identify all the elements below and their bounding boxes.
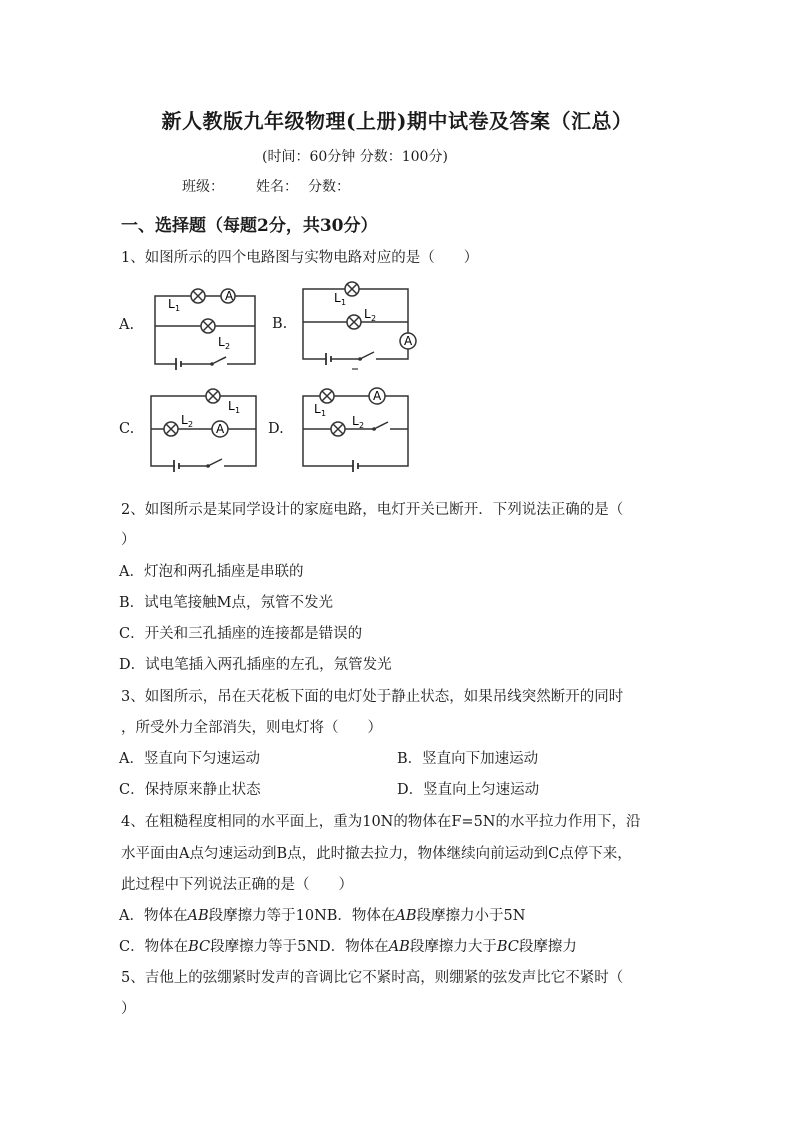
q3-stem-line2: ，所受外力全部消失，则电灯将（ ） xyxy=(121,720,382,736)
q2-stem-line1: 2、如图所示是某同学设计的家庭电路，电灯开关已断开．下列说法正确的是（ xyxy=(121,502,624,518)
svg-text:1: 1 xyxy=(235,406,241,415)
svg-text:1: 1 xyxy=(321,409,327,418)
student-info-row xyxy=(182,176,350,196)
q1-option-b-label: B. xyxy=(272,316,288,332)
q3-option-b: B．竖直向下加速运动 xyxy=(397,751,539,767)
svg-text:1: 1 xyxy=(341,298,347,307)
circuit-diagram-d xyxy=(298,384,420,472)
svg-text:L: L xyxy=(364,307,371,321)
svg-text:L: L xyxy=(218,335,225,349)
svg-text:2: 2 xyxy=(188,420,194,429)
q4-option-cd: C．物体在BC段摩擦力等于5ND．物体在AB段摩擦力大于BC段摩擦力 xyxy=(119,939,577,955)
q1-option-d-label: D. xyxy=(268,421,284,437)
svg-text:L: L xyxy=(168,297,175,311)
q4-stem-line1: 4、在粗糙程度相同的水平面上，重为10N的物体在F=5N的水平拉力作用下，沿 xyxy=(121,814,641,830)
q3-option-d: D．竖直向上匀速运动 xyxy=(397,782,540,798)
q1-option-a-label: A. xyxy=(119,317,135,333)
q3-option-a: A．竖直向下匀速运动 xyxy=(119,751,260,767)
circuit-diagram-a xyxy=(150,284,268,374)
svg-text:L: L xyxy=(228,399,235,413)
q4-option-ab: A．物体在AB段摩擦力等于10NB．物体在AB段摩擦力小于5N xyxy=(119,908,526,924)
q4-stem-line2: 水平面由A点匀速运动到B点，此时撤去拉力，物体继续向前运动到C点停下来， xyxy=(121,846,632,862)
svg-text:A: A xyxy=(216,422,225,436)
svg-text:A: A xyxy=(404,334,413,348)
svg-text:2: 2 xyxy=(371,314,377,323)
q5-stem-line2: ） xyxy=(121,1001,136,1017)
svg-text:L: L xyxy=(314,402,321,416)
class-label: 班级： xyxy=(182,179,224,195)
svg-text:L: L xyxy=(334,291,341,305)
circuit-diagram-c xyxy=(146,386,268,472)
q2-option-a: A．灯泡和两孔插座是串联的 xyxy=(119,564,304,580)
svg-text:2: 2 xyxy=(225,342,231,351)
score-label: 分数： xyxy=(308,179,350,195)
svg-text:2: 2 xyxy=(359,421,365,430)
page-title: 新人教版九年级物理(上册)期中试卷及答案（汇总） xyxy=(161,109,633,133)
svg-text:L: L xyxy=(352,414,359,428)
name-label: 姓名： xyxy=(256,179,298,195)
q1-option-c-label: C. xyxy=(119,421,135,437)
circuit-diagram-b xyxy=(298,279,420,375)
svg-text:1: 1 xyxy=(175,304,181,313)
q1-stem: 1、如图所示的四个电路图与实物电路对应的是（ ） xyxy=(121,250,479,266)
q2-option-b: B．试电笔接触M点，氖管不发光 xyxy=(119,595,334,611)
q2-option-d: D．试电笔插入两孔插座的左孔，氖管发光 xyxy=(119,657,392,673)
svg-text:A: A xyxy=(373,389,382,403)
q4-stem-line3: 此过程中下列说法正确的是（ ） xyxy=(121,877,353,893)
q5-stem-line1: 5、吉他上的弦绷紧时发声的音调比它不紧时高，则绷紧的弦发声比它不紧时（ xyxy=(121,970,624,986)
q2-stem-line2: ） xyxy=(121,532,136,548)
q2-option-c: C．开关和三孔插座的连接都是错误的 xyxy=(119,626,363,642)
exam-time-score: (时间：60分钟 分数：100分) xyxy=(262,149,448,165)
svg-text:L: L xyxy=(181,413,188,427)
q3-stem-line1: 3、如图所示，吊在天花板下面的电灯处于静止状态，如果吊线突然断开的同时 xyxy=(121,689,624,705)
ammeter-symbol: A xyxy=(225,289,234,303)
section-heading: 一、选择题（每题2分，共30分） xyxy=(121,216,378,236)
q3-option-c: C．保持原来静止状态 xyxy=(119,782,261,798)
